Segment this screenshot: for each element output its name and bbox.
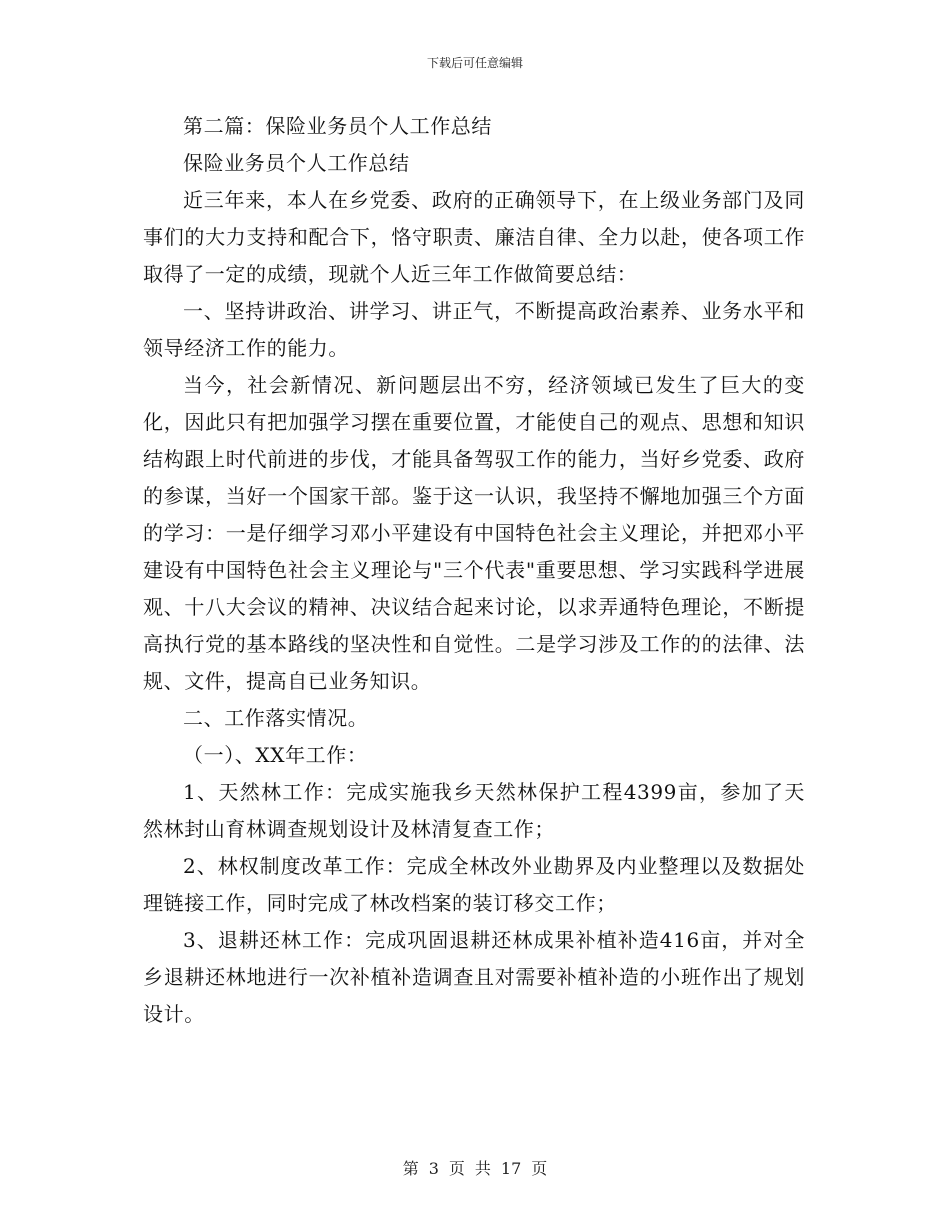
list-item-reforestation: 3、退耕还林工作：完成巩固退耕还林成果补植补造416亩，并对全乡退耕还林地进行一次补植补造调查且对需要补植补造的小班作出了规划设计。 bbox=[143, 928, 805, 1026]
current-page-number: 3 bbox=[428, 1159, 439, 1178]
paragraph-study: 当今，社会新情况、新问题层出不穷，经济领域已发生了巨大的变化，因此只有把加强学习摆在重要位置，才能使自己的观点、思想和知识结构跟上时代前进的步伐，才能具备驾驭工作的能力，当好乡党委、政府的参谋，当好一个国家干部。鉴于这一认识，我坚持不懈地加强三个方面的学习：一是仔细学习邓小平建设有中国特色社会主义理论，并把邓小平建设有中国特色社会主义理论与"三个代表"重要思想、学习实践科学进展观、十八大会议的精神、决议结合起来讨论，以求弄通特色理论，不断提高执行党的基本路线的坚决性和自觉性。二是学习涉及工作的的法律、法规、文件，提高自已业务知识。 bbox=[143, 373, 805, 693]
footer-total-word: 共 bbox=[474, 1159, 491, 1178]
total-pages-number: 17 bbox=[500, 1159, 522, 1178]
section-title: 第二篇：保险业务员个人工作总结 bbox=[183, 114, 492, 138]
page-footer bbox=[0, 1156, 950, 1179]
footer-suffix: 页 bbox=[531, 1159, 548, 1178]
list-item-tenure-reform: 2、林权制度改革工作：完成全林改外业勘界及内业整理以及数据处理链接工作，同时完成了林改档案的装订移交工作； bbox=[143, 854, 805, 915]
document-title: 保险业务员个人工作总结 bbox=[183, 151, 410, 175]
subheading-year: （一）、XX年工作： bbox=[183, 743, 368, 767]
heading-two: 二、工作落实情况。 bbox=[183, 706, 369, 730]
paragraph-intro: 近三年来，本人在乡党委、政府的正确领导下，在上级业务部门及同事们的大力支持和配合下，恪守职责、廉洁自律、全力以赴，使各项工作取得了一定的成绩，现就个人近三年工作做简要总结： bbox=[143, 188, 805, 286]
footer-prefix: 第 bbox=[402, 1159, 419, 1178]
header-note: 下载后可任意编辑 bbox=[426, 56, 523, 70]
footer-page-word: 页 bbox=[448, 1159, 465, 1178]
document-body bbox=[143, 108, 805, 1033]
heading-one: 一、坚持讲政治、讲学习、讲正气，不断提高政治素养、业务水平和领导经济工作的能力。 bbox=[143, 299, 805, 360]
list-item-forest: 1、天然林工作：完成实施我乡天然林保护工程4399亩，参加了天然林封山育林调查规划设计及林清复查工作； bbox=[143, 780, 805, 841]
